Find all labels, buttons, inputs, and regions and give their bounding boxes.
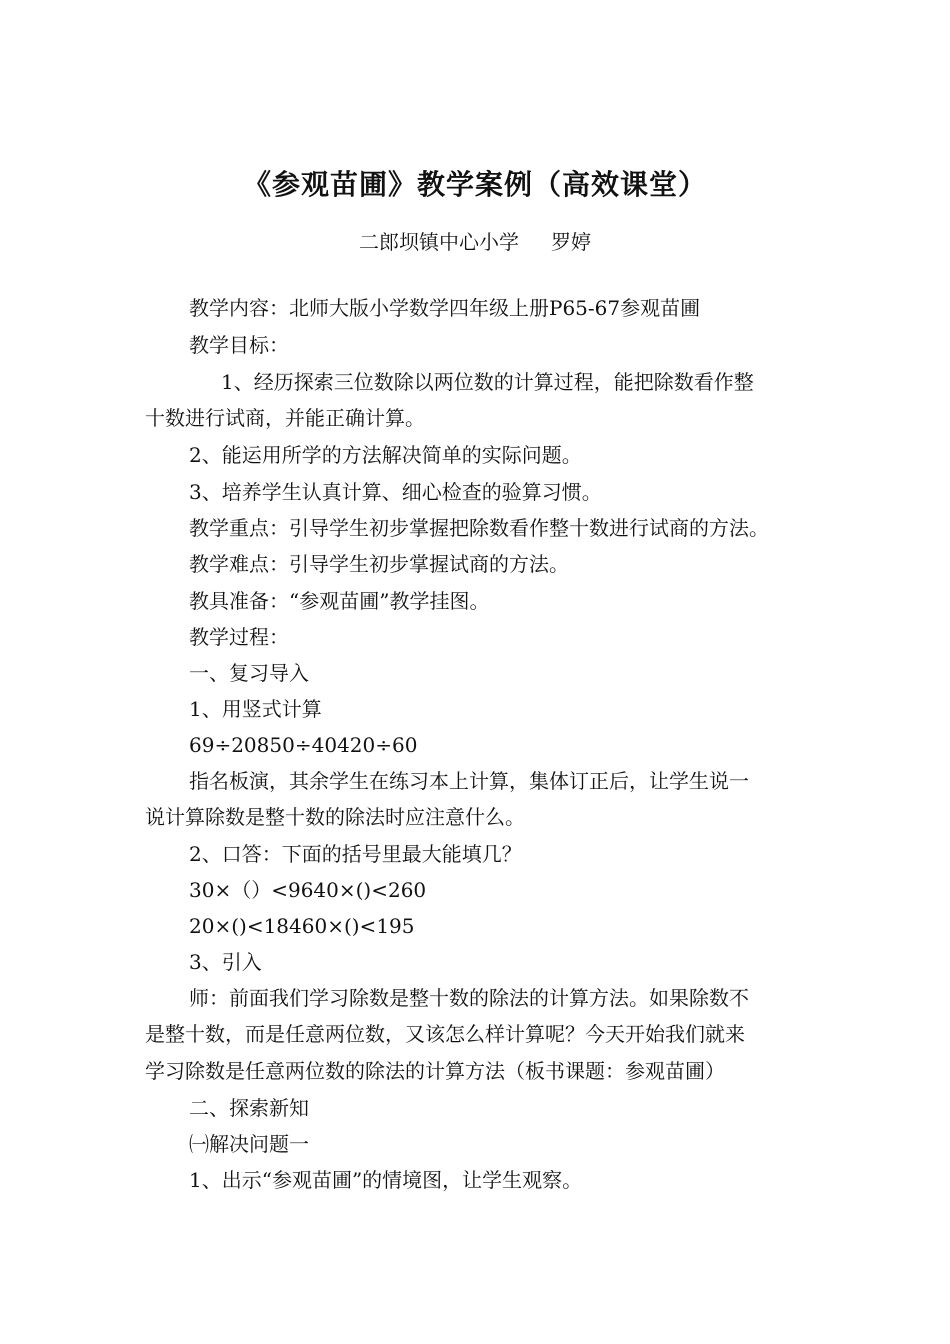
materials: 教具准备：“参观苗圃”教学挂图。 bbox=[189, 589, 490, 613]
step-2: 2、口答：下面的括号里最大能填几？ bbox=[189, 842, 522, 866]
goals-heading: 教学目标： bbox=[189, 333, 289, 357]
author-name: 罗婷 bbox=[551, 230, 591, 254]
step-3: 3、引入 bbox=[189, 950, 262, 974]
subsection-1: ㈠解决问题一 bbox=[189, 1132, 309, 1156]
author-line bbox=[0, 226, 950, 255]
teacher-line-2: 是整十数，而是任意两位数，又该怎么样计算呢？今天开始我们就来 bbox=[145, 1022, 745, 1046]
teacher-line-3: 学习除数是任意两位数的除法的计算方法（板书课题：参观苗圃） bbox=[145, 1059, 725, 1083]
teacher-line-1: 师：前面我们学习除数是整十数的除法的计算方法。如果除数不 bbox=[189, 986, 749, 1010]
goal-2: 2、能运用所学的方法解决简单的实际问题。 bbox=[189, 443, 582, 467]
calc-exercise: 69÷20850÷40420÷60 bbox=[189, 733, 418, 757]
key-point: 教学重点：引导学生初步掌握把除数看作整十数进行试商的方法。 bbox=[189, 516, 769, 540]
oral-exercise-1: 30×（）<9640×()<260 bbox=[189, 878, 427, 902]
goal-1-line-2: 十数进行试商，并能正确计算。 bbox=[145, 406, 425, 430]
teaching-content: 教学内容：北师大版小学数学四年级上册P65-67参观苗圃 bbox=[189, 296, 701, 320]
board-line-1: 指名板演，其余学生在练习本上计算，集体订正后，让学生说一 bbox=[189, 769, 749, 793]
author-school: 二郎坝镇中心小学 bbox=[359, 230, 519, 254]
section-1-heading: 一、复习导入 bbox=[189, 661, 309, 685]
document-title: 《参观苗圃》教学案例（高效课堂） bbox=[242, 168, 707, 201]
process-heading: 教学过程： bbox=[189, 625, 289, 649]
goal-1-line-1: 1、经历探索三位数除以两位数的计算过程，能把除数看作整 bbox=[221, 370, 754, 394]
board-line-2: 说计算除数是整十数的除法时应注意什么。 bbox=[145, 805, 525, 829]
step-1: 1、用竖式计算 bbox=[189, 697, 322, 721]
oral-exercise-2: 20×()<18460×()<195 bbox=[189, 914, 415, 938]
difficulty: 教学难点：引导学生初步掌握试商的方法。 bbox=[189, 552, 569, 576]
show-picture: 1、出示“参观苗圃”的情境图，让学生观察。 bbox=[189, 1168, 583, 1192]
goal-3: 3、培养学生认真计算、细心检查的验算习惯。 bbox=[189, 480, 602, 504]
section-2-heading: 二、探索新知 bbox=[189, 1096, 309, 1120]
